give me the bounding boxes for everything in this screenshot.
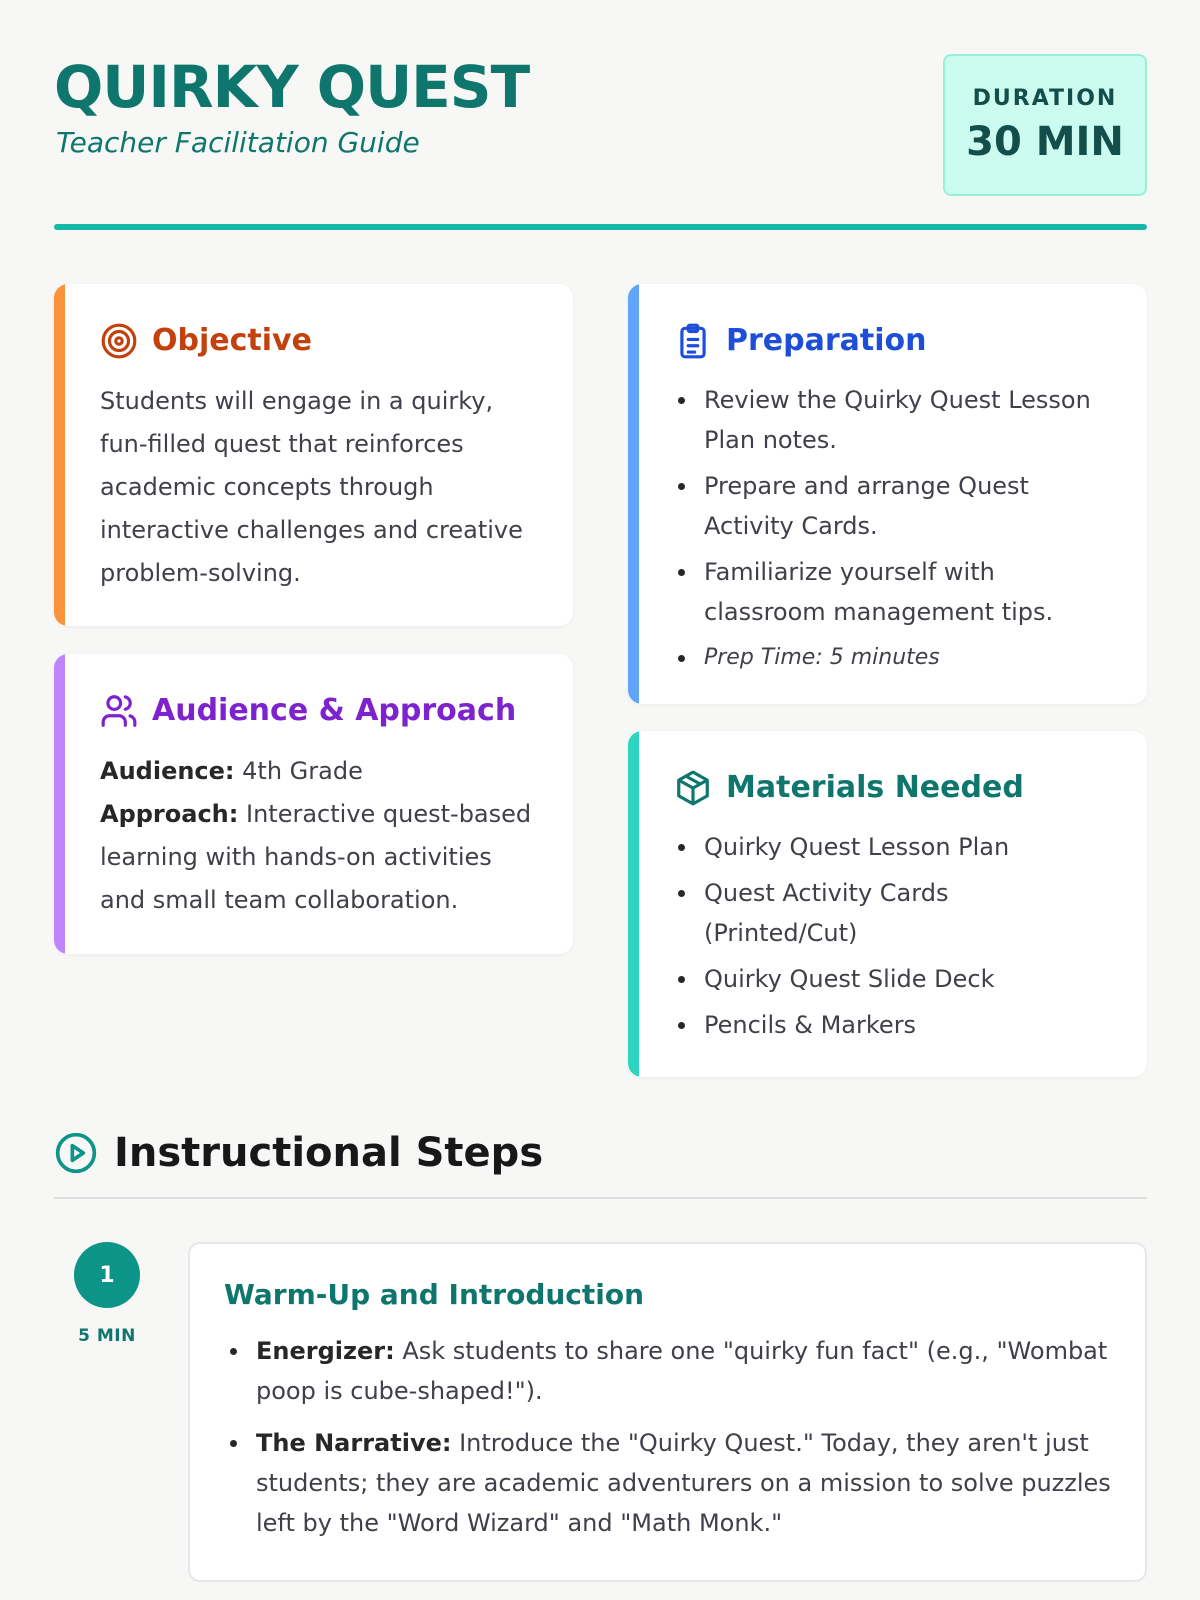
list-item: Quirky Quest Slide Deck [674, 959, 1107, 999]
materials-list [674, 827, 1107, 1045]
list-item: Quest Activity Cards (Printed/Cut) [674, 873, 1107, 953]
page-subtitle: Teacher Facilitation Guide [56, 126, 420, 159]
duration-value: 30 MIN [966, 119, 1124, 165]
target-icon [100, 322, 138, 360]
steps-title: Instructional Steps [114, 1130, 544, 1176]
step-card [188, 1242, 1147, 1582]
duration-badge [943, 54, 1147, 196]
objective-text: Students will engage in a quirky, fun-filled quest that reinforces academic concepts through interactive challenges and creative problem-solving. [100, 387, 523, 587]
box-icon [674, 769, 712, 807]
step-bullets [224, 1331, 1111, 1543]
audience-title: Audience & Approach [152, 693, 517, 728]
step-number-badge: 1 [74, 1242, 140, 1308]
page-title: QUIRKY QUEST [54, 53, 530, 121]
approach-line [100, 793, 533, 922]
bullet-text: Introduce the "Quirky Quest." Today, they aren't just students; they are academic adventurers on a mission to solve puzzles left by the "Word Wizard" and "Math Monk." [256, 1429, 1111, 1537]
steps-heading [54, 1130, 543, 1176]
play-circle-icon [54, 1131, 98, 1175]
audience-card [54, 654, 573, 954]
audience-line [100, 750, 533, 793]
prep-time-item: Prep Time: 5 minutes [674, 638, 1107, 678]
approach-value: Interactive quest-based learning with hands-on activities and small team collaboration. [100, 800, 532, 914]
users-icon [100, 692, 138, 730]
list-item [224, 1331, 1111, 1411]
header [54, 54, 1147, 204]
preparation-title: Preparation [726, 323, 927, 358]
bullet-label: The Narrative: [256, 1429, 452, 1457]
list-item: Familiarize yourself with classroom management tips. [674, 552, 1107, 632]
duration-label: DURATION [972, 86, 1118, 111]
list-item: Quirky Quest Lesson Plan [674, 827, 1107, 867]
list-item: Prepare and arrange Quest Activity Cards. [674, 466, 1107, 546]
preparation-card [628, 284, 1147, 704]
audience-label: Audience: [100, 757, 235, 785]
approach-label: Approach: [100, 800, 239, 828]
list-item: Review the Quirky Quest Lesson Plan notes. [674, 380, 1107, 460]
audience-value: 4th Grade [234, 757, 363, 785]
step-title: Warm-Up and Introduction [224, 1278, 645, 1311]
step-duration: 5 MIN [78, 1326, 136, 1346]
steps-divider [54, 1197, 1147, 1199]
materials-card [628, 731, 1147, 1077]
objective-title: Objective [152, 323, 312, 358]
header-divider [54, 224, 1147, 230]
bullet-text: Ask students to share one "quirky fun fact" (e.g., "Wombat poop is cube-shaped!"). [256, 1337, 1108, 1405]
clipboard-icon [674, 322, 712, 360]
materials-title: Materials Needed [726, 770, 1024, 805]
bullet-label: Energizer: [256, 1337, 395, 1365]
preparation-list [674, 380, 1107, 678]
objective-card [54, 284, 573, 626]
list-item: Pencils & Markers [674, 1005, 1107, 1045]
list-item [224, 1423, 1111, 1543]
